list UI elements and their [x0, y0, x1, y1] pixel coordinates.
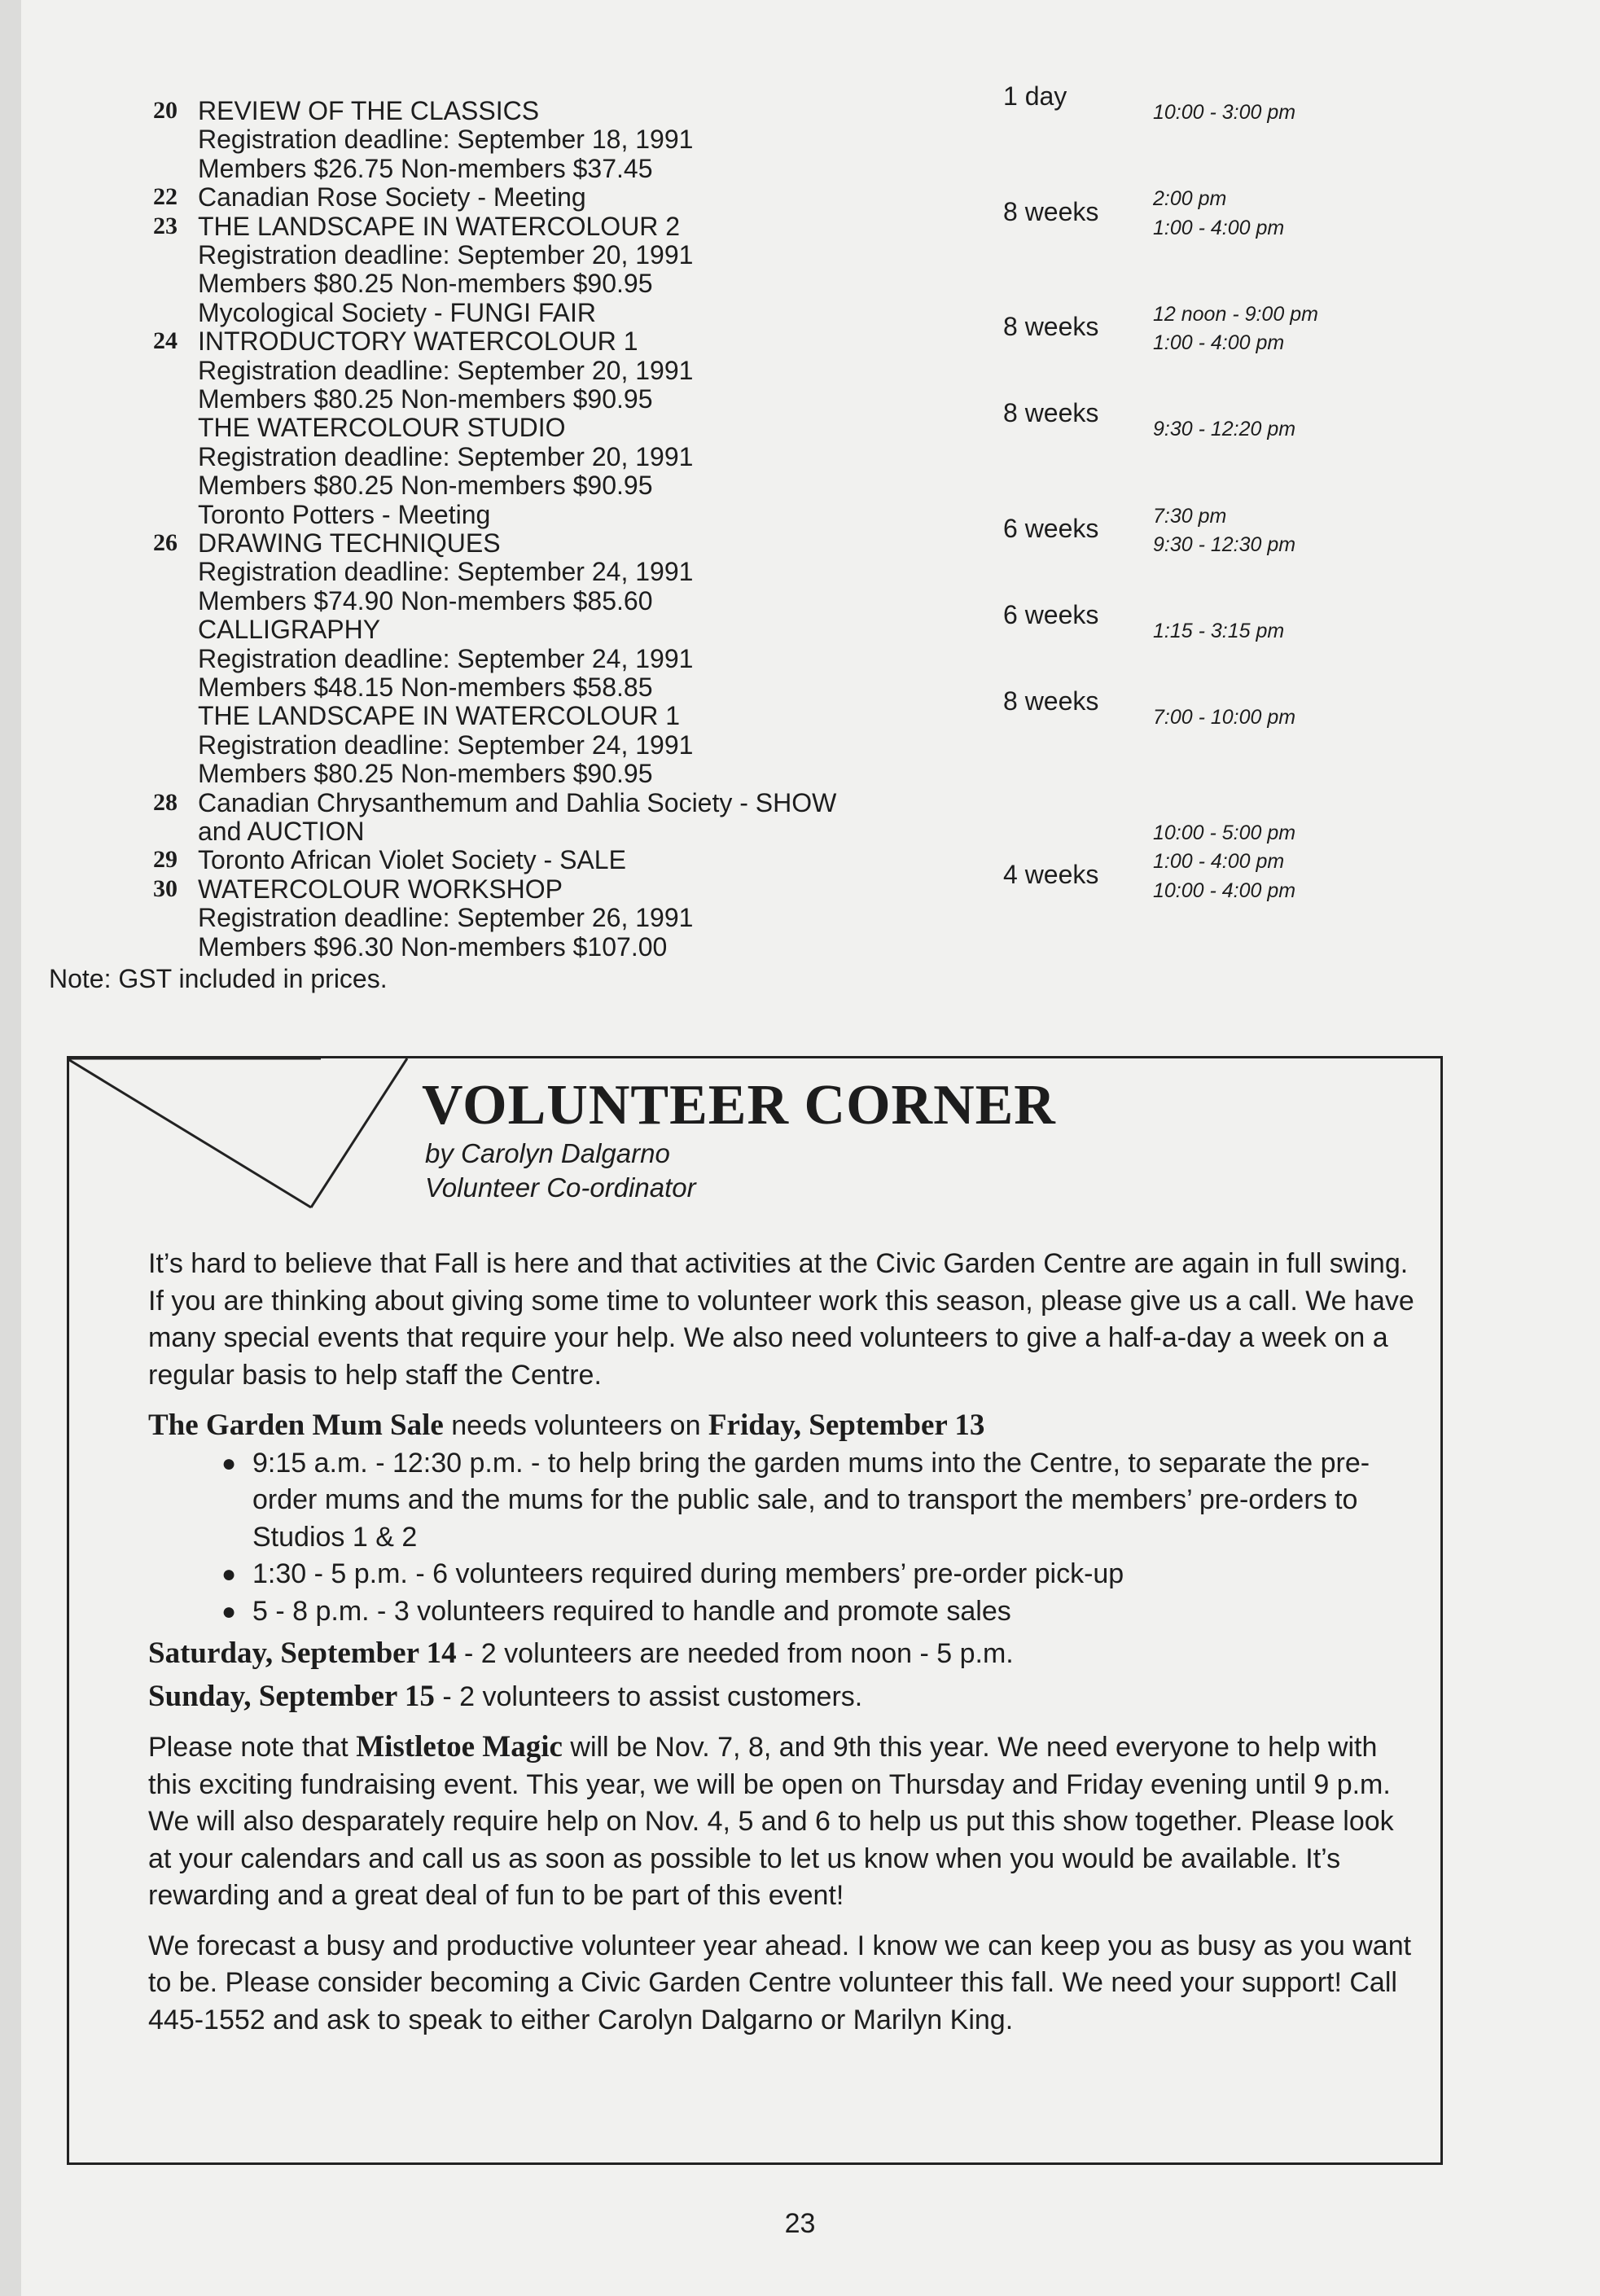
- schedule-day: 29: [153, 846, 178, 874]
- schedule-time: 7:00 - 10:00 pm: [1153, 706, 1296, 730]
- schedule-event-title: and AUCTION: [198, 817, 365, 846]
- mistletoe-magic-label: Mistletoe Magic: [356, 1730, 563, 1764]
- schedule-day: 30: [153, 874, 178, 902]
- schedule-duration: 8 weeks: [1003, 196, 1099, 226]
- schedule-event-title: INTRODUCTORY WATERCOLOUR 1: [198, 326, 638, 357]
- mum-sale-shifts: [148, 1445, 1418, 1631]
- schedule-detail: Registration deadline: September 18, 1991: [198, 125, 694, 155]
- page-number: 23: [784, 2208, 816, 2239]
- schedule-day: 20: [153, 97, 178, 124]
- saturday-line: Saturday, September 14 - 2 volunteers are needed from noon - 5 p.m.: [148, 1637, 1014, 1670]
- shift-item: ● 1:30 - 5 p.m. - 6 volunteers required during members’ pre-order pick-up: [148, 1556, 1418, 1593]
- volunteer-article-body: [148, 1246, 1418, 2039]
- schedule-event-title: DRAWING TECHNIQUES: [198, 528, 501, 558]
- sunday-date: Sunday, September 15: [148, 1679, 435, 1713]
- envelope-flap-icon: [67, 1056, 409, 1211]
- sunday-line: Sunday, September 15 - 2 volunteers to assist customers.: [148, 1679, 863, 1713]
- schedule-event-title: WATERCOLOUR WORKSHOP: [198, 874, 563, 904]
- schedule-event-title: Toronto Potters - Meeting: [198, 499, 491, 529]
- volunteer-corner-title: VOLUNTEER CORNER: [422, 1074, 1056, 1137]
- schedule-time: 1:00 - 4:00 pm: [1153, 216, 1285, 239]
- bullet-icon: ●: [221, 1449, 237, 1477]
- schedule-time: 7:30 pm: [1153, 504, 1227, 528]
- schedule-day: 22: [153, 183, 178, 211]
- schedule-detail: Registration deadline: September 26, 1991: [198, 903, 694, 933]
- schedule-detail: Members $26.75 Non-members $37.45: [198, 153, 653, 183]
- schedule-event-title: THE LANDSCAPE IN WATERCOLOUR 2: [198, 211, 681, 241]
- schedule-detail: Registration deadline: September 24, 1991: [198, 730, 694, 760]
- saturday-date: Saturday, September 14: [148, 1637, 457, 1670]
- schedule-event-title: THE LANDSCAPE IN WATERCOLOUR 1: [198, 701, 681, 731]
- schedule-day: 26: [153, 529, 178, 556]
- schedule-detail: Members $74.90 Non-members $85.60: [198, 585, 653, 616]
- schedule-time: 2:00 pm: [1153, 187, 1227, 211]
- schedule-time: 1:15 - 3:15 pm: [1153, 620, 1285, 643]
- schedule-duration: 6 weeks: [1003, 600, 1099, 630]
- mum-sale-text: needs volunteers on: [443, 1410, 708, 1441]
- schedule-time: 10:00 - 5:00 pm: [1153, 822, 1296, 844]
- closing-paragraph: We forecast a busy and productive volunteer year ahead. I know we can keep you as busy as you want to be. Please consider becoming a Civic Garden Centre volunteer this fall. We need your support! Call 445-1552 and ask to speak to either Carolyn Dalgarno or Marilyn King.: [148, 1930, 1412, 2035]
- schedule-event-title: Toronto African Violet Society - SALE: [198, 845, 626, 875]
- schedule-event-title: Canadian Rose Society - Meeting: [198, 182, 586, 213]
- author-role: Volunteer Co-ordinator: [425, 1172, 696, 1203]
- schedule-time: 9:30 - 12:20 pm: [1153, 418, 1296, 441]
- schedule-detail: Registration deadline: September 20, 1991: [198, 441, 694, 471]
- schedule-time: 10:00 - 3:00 pm: [1153, 101, 1296, 124]
- schedule-event-title: Mycological Society - FUNGI FAIR: [198, 297, 596, 327]
- schedule-event-title: THE WATERCOLOUR STUDIO: [198, 413, 566, 443]
- mum-sale-label: The Garden Mum Sale: [148, 1409, 444, 1442]
- schedule-detail: Members $80.25 Non-members $90.95: [198, 471, 653, 501]
- schedule-detail: Registration deadline: September 20, 1991: [198, 240, 694, 269]
- author-byline: by Carolyn Dalgarno: [425, 1138, 670, 1168]
- mistletoe-paragraph: Please note that Mistletoe Magic will be Nov. 7, 8, and 9th this year. We need everyone to help with this exciting fundraising event. This year, we will be open on Thursday and Friday evening until 9 p.m. We will also desparately require help on Nov. 4, 5 and 6 to help us put this show together. Please look at your calendars and call us as soon as possible to let us know when you would be available. It’s rewarding and a great deal of fun to be part of this event!: [148, 1730, 1394, 1911]
- schedule-time: 12 noon - 9:00 pm: [1153, 302, 1318, 326]
- schedule-detail: Members $80.25 Non-members $90.95: [198, 384, 653, 414]
- schedule-detail: Members $96.30 Non-members $107.00: [198, 931, 668, 962]
- schedule-detail: Registration deadline: September 24, 1991: [198, 643, 694, 673]
- schedule-day: 28: [153, 788, 178, 816]
- schedule-duration: 8 weeks: [1003, 686, 1099, 716]
- schedule-detail: Members $48.15 Non-members $58.85: [198, 673, 653, 702]
- shift-item: ● 5 - 8 p.m. - 3 volunteers required to handle and promote sales: [148, 1593, 1418, 1631]
- schedule-detail: Members $80.25 Non-members $90.95: [198, 759, 653, 789]
- bullet-icon: ●: [221, 1597, 237, 1625]
- shift-item: ● 9:15 a.m. - 12:30 p.m. - to help bring the garden mums into the Centre, to separate the pre-order mums and the mums for the public sale, and to transport the members’ pre-orders to Studios 1 & 2: [148, 1445, 1418, 1557]
- schedule-event-title: CALLIGRAPHY: [198, 615, 381, 645]
- bullet-icon: ●: [221, 1561, 237, 1588]
- schedule-day: 24: [153, 327, 178, 355]
- schedule-duration: 1 day: [1003, 81, 1067, 111]
- schedule-duration: 4 weeks: [1003, 859, 1099, 889]
- schedule-duration: 8 weeks: [1003, 312, 1099, 342]
- mum-sale-heading: [148, 1407, 1418, 1445]
- binding-gutter: [0, 0, 21, 2296]
- schedule-detail: Registration deadline: September 24, 1991: [198, 557, 694, 587]
- mum-sale-date: Friday, September 13: [708, 1409, 985, 1442]
- schedule-event-title: REVIEW OF THE CLASSICS: [198, 96, 540, 125]
- schedule-detail: Registration deadline: September 20, 1991: [198, 355, 694, 385]
- schedule-day: 23: [153, 212, 178, 239]
- intro-paragraph: It’s hard to believe that Fall is here and that activities at the Civic Garden Centre are again in full swing. If you are thinking about giving some time to volunteer work this season, please give us a call. We have many special events that require your help. We also need volunteers to give a half-a-day a week on a regular basis to help staff the Centre.: [148, 1248, 1414, 1391]
- schedule-time: 9:30 - 12:30 pm: [1153, 533, 1296, 556]
- schedule-time: 1:00 - 4:00 pm: [1153, 331, 1285, 355]
- schedule-event-title: Canadian Chrysanthemum and Dahlia Society - SHOW: [198, 787, 837, 817]
- gst-note: Note: GST included in prices.: [49, 964, 388, 993]
- schedule-duration: 6 weeks: [1003, 514, 1099, 543]
- schedule-time: 10:00 - 4:00 pm: [1153, 879, 1296, 902]
- schedule-duration: 8 weeks: [1003, 398, 1099, 428]
- schedule-detail: Members $80.25 Non-members $90.95: [198, 269, 653, 299]
- schedule-time: 1:00 - 4:00 pm: [1153, 850, 1285, 874]
